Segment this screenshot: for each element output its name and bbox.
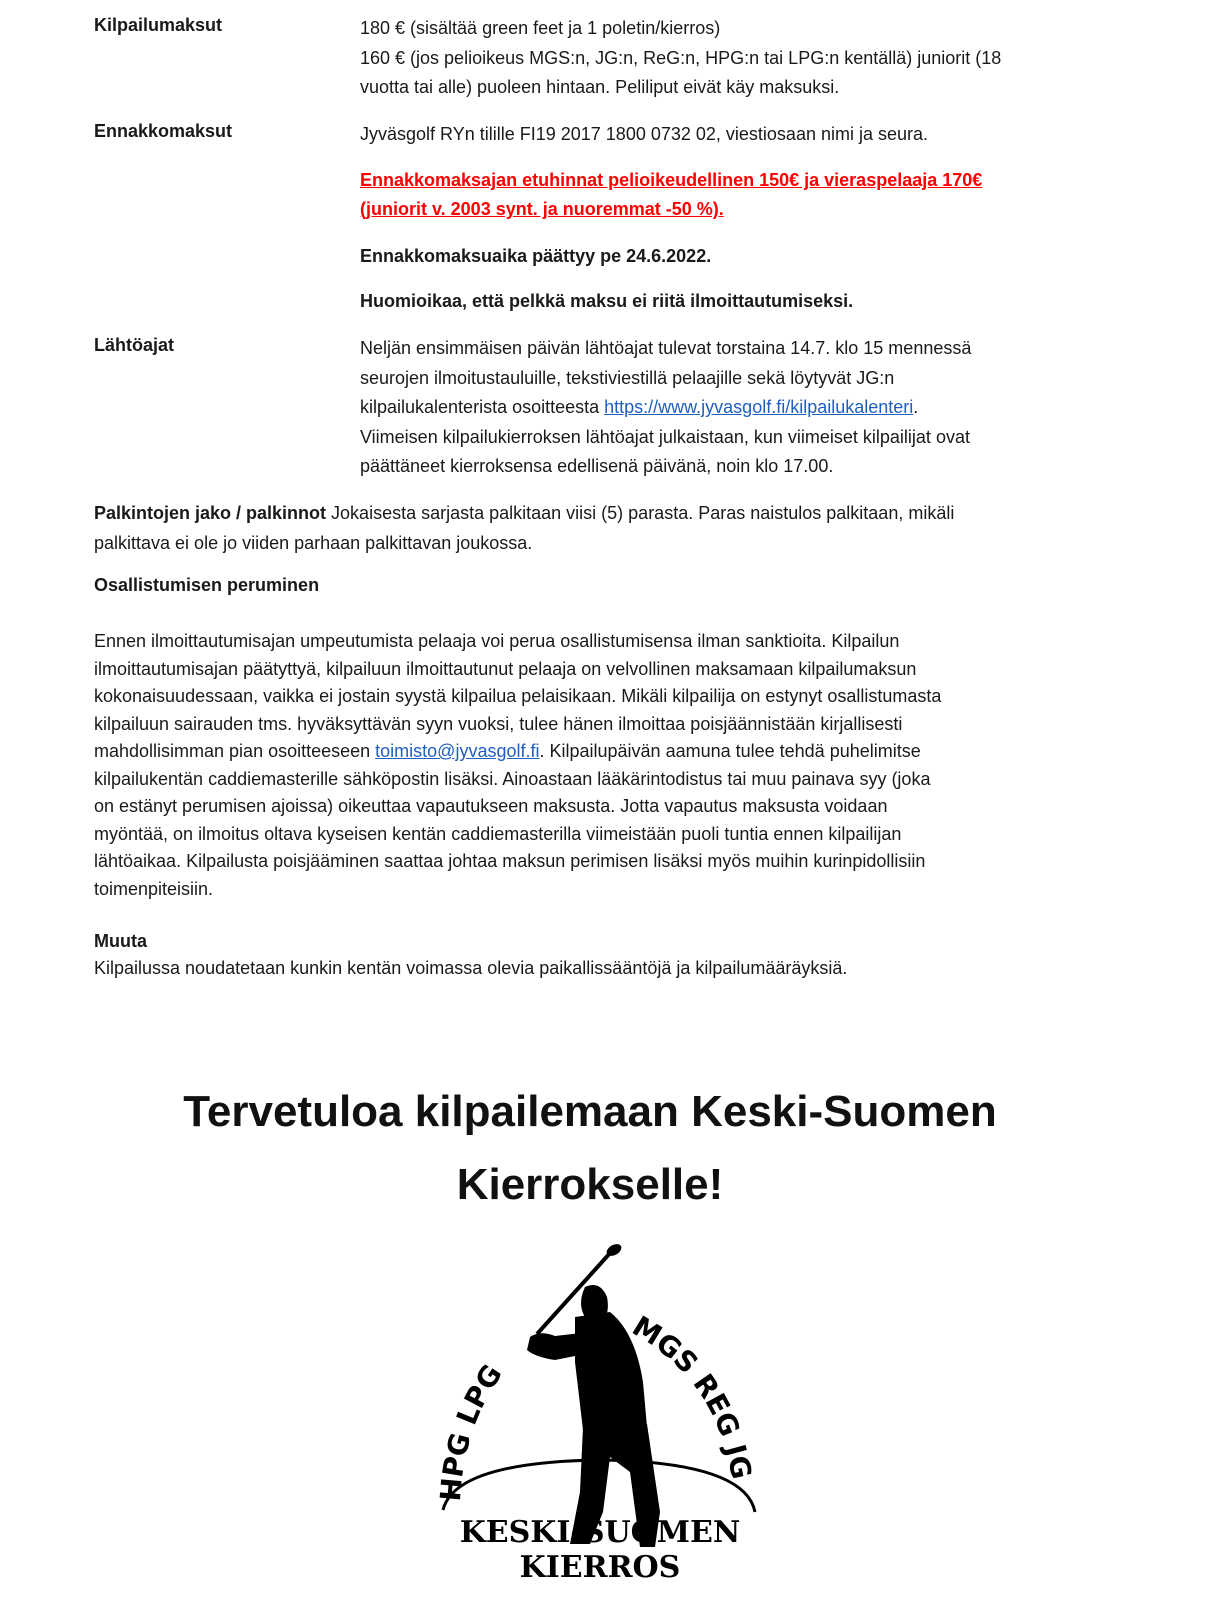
prepayment-label: Ennakkomaksut [94, 121, 233, 141]
cancellation-line [94, 738, 1084, 766]
other-text: Kilpailussa noudatetaan kunkin kentän voimassa olevia paikallissääntöjä ja kilpailumääräyksiä. [94, 958, 848, 978]
cancellation-line: ilmoittautumisajan päätyttyä, kilpailuun ilmoittautunut pelaaja on velvollinen maksamaan kilpailumaksun [94, 658, 917, 679]
start-times-line: seurojen ilmoitustauluille, tekstiviestillä pelaajille sekä löytyvät JG:n [360, 367, 895, 388]
start-times-value [360, 334, 1080, 482]
cancellation-line: myöntää, on ilmoitus oltava kyseisen kentän caddiemasterilla viimeistään puoli tuntia ennen kilpailijan [94, 823, 902, 844]
fees-value [360, 14, 1080, 103]
fees-label: Kilpailumaksut [94, 15, 223, 35]
cancellation-line: kokonaisuudessaan, vaikka ei jostain syystä kilpailua pelaisikaan. Mikäli kilpailija on estynyt osallistumasta [94, 686, 942, 706]
fees-line: 160 € (jos pelioikeus MGS:n, JG:n, ReG:n, HPG:n tai LPG:n kentällä) juniorit (18 [360, 47, 1002, 68]
prizes-label: Palkintojen jako / palkinnot [94, 503, 327, 523]
logo-name-line1: Keski-Suomen [459, 1515, 741, 1550]
golfer-silhouette-icon [415, 1212, 785, 1592]
logo-name-line2: Kierros [519, 1550, 681, 1585]
fees-line: 180 € (sisältää green feet ja 1 poletin/kierros) [360, 18, 721, 38]
prizes-paragraph [94, 498, 1084, 558]
cancellation-body [94, 628, 1084, 903]
logo-left-arc-text: HPG LPG [433, 1358, 509, 1503]
prepayment-note: Huomioikaa, että pelkkä maksu ei riitä ilmoittautumiseksi. [360, 291, 854, 311]
welcome-title-line1: Tervetuloa kilpailemaan Keski-Suomen [183, 1087, 997, 1136]
other-heading: Muuta [94, 931, 147, 951]
cancellation-line: toimenpiteisiin. [94, 878, 214, 899]
cancellation-line: kilpailukentän caddiemasterille sähköpostin lisäksi. Ainoastaan lääkärintodistus tai muu painava syy (joka [94, 768, 931, 789]
cancellation-line: Ennen ilmoittautumisajan umpeutumista pelaaja voi perua osallistumisensa ilman sanktioita. Kilpailun [94, 631, 900, 651]
prizes-text: Jokaisesta sarjasta palkitaan viisi (5) parasta. Paras naistulos palkitaan, mikäli [326, 503, 955, 523]
email-link[interactable]: toimisto@jyvasgolf.fi [375, 741, 540, 761]
prepayment-discount [360, 166, 1080, 224]
start-times-line: päättäneet kierroksensa edellisenä päivänä, noin klo 17.00. [360, 456, 834, 476]
start-times-line: Viimeisen kilpailukierroksen lähtöajat julkaistaan, kun viimeiset kilpailijat ovat [360, 426, 970, 447]
cancellation-line: kilpailuun sairauden tms. hyväksyttävän syyn vuoksi, tulee hänen ilmoittaa poisjäännistään kirjallisesti [94, 713, 903, 734]
cancellation-line: lähtöaikaa. Kilpailusta poisjääminen saattaa johtaa maksun perimisen lisäksi myös muihin kurinpidollisiin [94, 851, 926, 871]
cancellation-prefix: mahdollisimman pian osoitteeseen [94, 741, 376, 761]
start-times-label: Lähtöajat [94, 335, 175, 355]
keski-suomen-kierros-logo [415, 1212, 785, 1592]
cancellation-suffix: . Kilpailupäivän aamuna tulee tehdä puhelimitse [539, 741, 921, 761]
start-times-prefix: kilpailukalenterista osoitteesta [360, 397, 605, 417]
start-times-suffix: . [913, 397, 919, 417]
calendar-link[interactable]: https://www.jyvasgolf.fi/kilpailukalenteri [604, 397, 914, 417]
cancellation-line: on estänyt perumisen ajoissa) oikeuttaa vapautukseen maksusta. Jotta vapautus maksusta voidaan [94, 796, 888, 816]
prepayment-deadline: Ennakkomaksuaika päättyy pe 24.6.2022. [360, 246, 712, 266]
cancellation-heading: Osallistumisen peruminen [94, 575, 320, 595]
fees-line: vuotta tai alle) puoleen hintaan. Peliliput eivät käy maksuksi. [360, 77, 840, 97]
prepayment-account: Jyväsgolf RYn tilille FI19 2017 1800 0732 02, viestiosaan nimi ja seura. [360, 124, 929, 144]
prizes-text-line2: palkittava ei ole jo viiden parhaan palkittavan joukossa. [94, 533, 533, 553]
discount-line: (juniorit v. 2003 synt. ja nuoremmat -50 %). [360, 199, 724, 219]
start-times-line: Neljän ensimmäisen päivän lähtöajat tulevat torstaina 14.7. klo 15 mennessä [360, 338, 972, 358]
logo-right-arc-text: MGS REG JG [626, 1309, 759, 1482]
welcome-title-line2: Kierrokselle! [456, 1160, 724, 1209]
discount-line: Ennakkomaksajan etuhinnat pelioikeudellinen 150€ ja vieraspelaaja 170€ [360, 170, 983, 190]
start-times-line [360, 393, 1080, 423]
